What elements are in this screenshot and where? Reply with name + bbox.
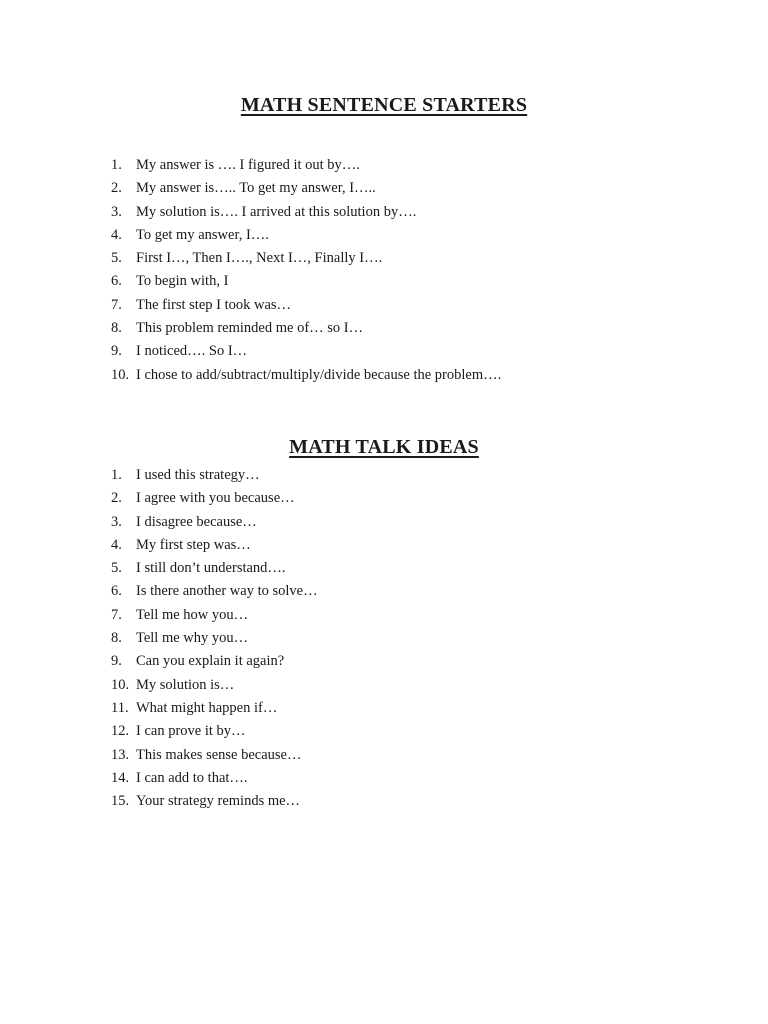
list-item bbox=[111, 767, 318, 790]
item-text: My answer is …. I figured it out by…. bbox=[136, 157, 360, 173]
item-number: 11. bbox=[111, 699, 129, 716]
item-text: My answer is….. To get my answer, I….. bbox=[136, 180, 376, 197]
list-item bbox=[111, 270, 501, 293]
item-number: 3. bbox=[111, 513, 122, 530]
list-item bbox=[111, 697, 318, 720]
item-number: 9. bbox=[111, 653, 122, 670]
item-text: My solution is…. I arrived at this solution by…. bbox=[136, 203, 417, 220]
list-item bbox=[111, 557, 318, 580]
list-item bbox=[111, 464, 318, 487]
sentence-starters-list bbox=[111, 154, 501, 387]
item-text: I noticed…. So I… bbox=[136, 343, 248, 360]
item-text: This problem reminded me of… so I… bbox=[136, 320, 364, 337]
item-text: Tell me why you… bbox=[136, 630, 249, 647]
item-number: 7. bbox=[111, 296, 122, 313]
item-number: 12. bbox=[111, 723, 130, 740]
list-item bbox=[111, 650, 318, 673]
item-number: 3. bbox=[111, 203, 122, 220]
list-item bbox=[111, 177, 501, 200]
item-number: 6. bbox=[111, 273, 122, 290]
item-text: Tell me how you… bbox=[136, 606, 249, 623]
item-number: 8. bbox=[111, 320, 122, 337]
list-item bbox=[111, 364, 501, 387]
list-item bbox=[111, 294, 501, 317]
item-number: 10. bbox=[111, 366, 130, 383]
list-item bbox=[111, 247, 501, 270]
math-talk-list bbox=[111, 464, 318, 813]
item-number: 4. bbox=[111, 536, 122, 553]
item-number: 1. bbox=[111, 467, 122, 483]
item-number: 5. bbox=[111, 560, 122, 577]
item-text: I agree with you because… bbox=[136, 490, 295, 507]
item-text: My first step was… bbox=[136, 536, 251, 553]
item-text: To begin with, I bbox=[136, 273, 229, 290]
item-number: 15. bbox=[111, 793, 130, 810]
item-text: Is there another way to solve… bbox=[136, 583, 318, 600]
item-number: 8. bbox=[111, 630, 122, 647]
section-title: MATH SENTENCE STARTERS bbox=[240, 94, 528, 116]
list-item bbox=[111, 627, 318, 650]
item-text: My solution is… bbox=[136, 676, 235, 693]
list-item bbox=[111, 720, 318, 743]
item-text: The first step I took was… bbox=[136, 296, 292, 313]
list-item bbox=[111, 511, 318, 534]
item-number: 10. bbox=[111, 676, 130, 693]
item-text: First I…, Then I…., Next I…, Finally I…. bbox=[136, 250, 383, 267]
item-text: I chose to add/subtract/multiply/divide because the problem…. bbox=[136, 366, 502, 383]
list-item bbox=[111, 201, 501, 224]
item-text: I used this strategy… bbox=[136, 467, 260, 483]
item-text: I can add to that…. bbox=[136, 769, 248, 786]
item-text: Your strategy reminds me… bbox=[136, 793, 301, 810]
list-item bbox=[111, 154, 501, 177]
list-item bbox=[111, 317, 501, 340]
list-item bbox=[111, 674, 318, 697]
list-item bbox=[111, 487, 318, 510]
item-text: This makes sense because… bbox=[136, 746, 302, 763]
item-text: What might happen if… bbox=[136, 699, 278, 716]
list-item bbox=[111, 534, 318, 557]
item-text: Can you explain it again? bbox=[136, 653, 285, 670]
item-text: I still don’t understand…. bbox=[136, 560, 286, 577]
item-number: 1. bbox=[111, 157, 122, 173]
item-number: 14. bbox=[111, 769, 130, 786]
item-number: 6. bbox=[111, 583, 122, 600]
item-number: 13. bbox=[111, 746, 130, 763]
list-item bbox=[111, 790, 318, 813]
list-item bbox=[111, 744, 318, 767]
item-number: 5. bbox=[111, 250, 122, 267]
list-item bbox=[111, 224, 501, 247]
item-number: 7. bbox=[111, 606, 122, 623]
list-item bbox=[111, 580, 318, 603]
item-text: I disagree because… bbox=[136, 513, 257, 530]
item-number: 2. bbox=[111, 490, 122, 507]
item-text: To get my answer, I…. bbox=[136, 226, 269, 243]
list-item bbox=[111, 604, 318, 627]
list-item bbox=[111, 340, 501, 363]
item-number: 4. bbox=[111, 226, 122, 243]
item-number: 2. bbox=[111, 180, 122, 197]
section-title: MATH TALK IDEAS bbox=[289, 436, 479, 458]
item-number: 9. bbox=[111, 343, 122, 360]
item-text: I can prove it by… bbox=[136, 723, 246, 740]
